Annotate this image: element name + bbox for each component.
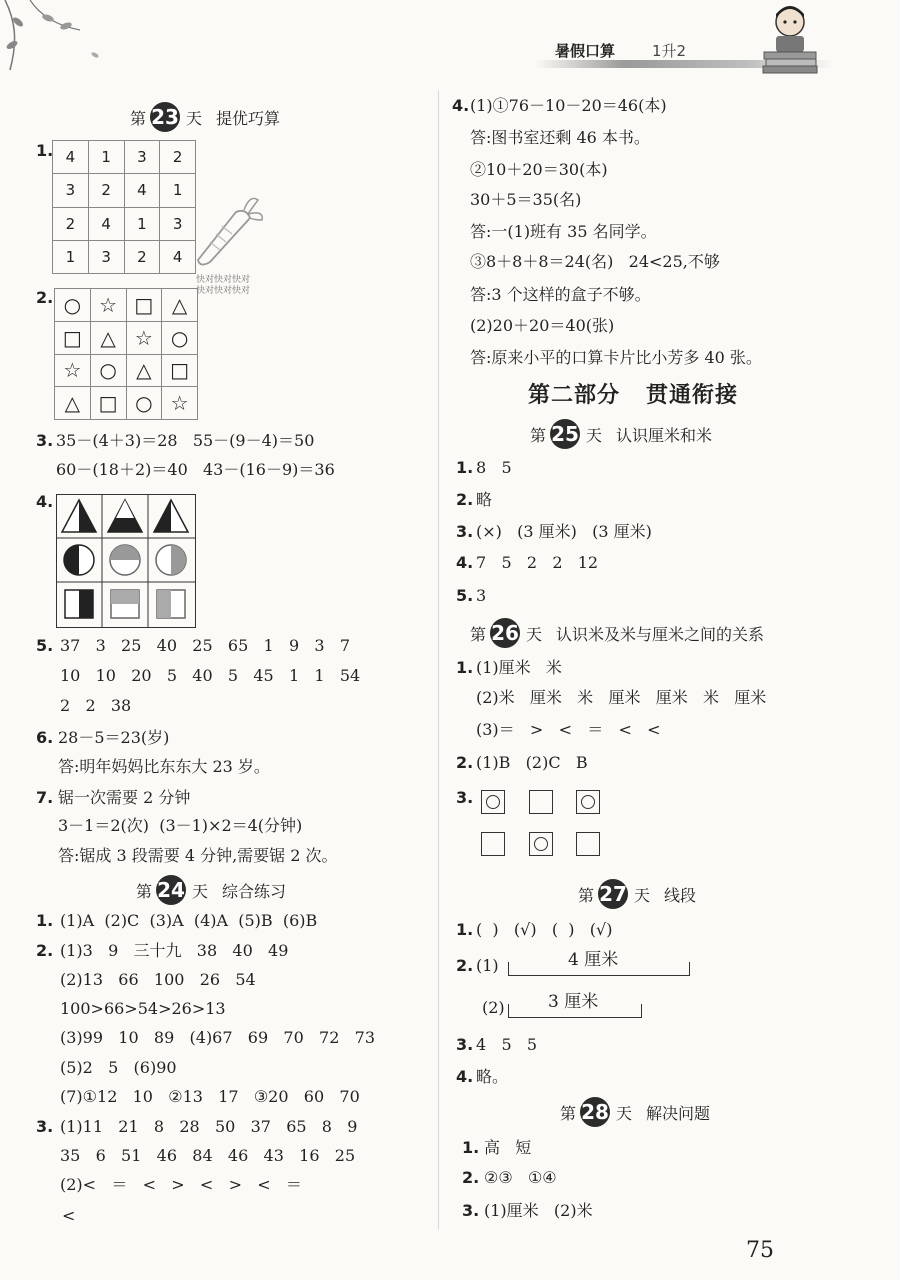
d28-label: 3. [462,1201,480,1220]
d28-label: 1. [462,1138,480,1157]
r-q4-line: 30＋5＝35(名) [470,190,582,209]
d23-q3-label: 3. [36,431,54,450]
carrot-icon [188,190,268,270]
shape-cell: △ [90,321,126,354]
grid-cell: 2 [160,141,196,174]
r-q4-line: (1)①76－10－20＝46(本) [470,96,667,115]
shape-grid [54,288,198,420]
day24-title: 综合练习 [222,881,287,901]
d24-q3-line: 35 6 51 46 84 46 43 16 25 [60,1146,356,1165]
day23-title: 提优巧算 [216,108,281,128]
shape-cell: ☆ [126,321,162,354]
d26-q2-line: (1)B (2)C B [476,753,588,772]
shape-cell: △ [55,387,91,420]
day27-suffix: 天 [634,885,651,905]
d23-q7-line: 锯一次需要 2 分钟 [58,788,191,807]
day25-badge: 25 [550,419,580,449]
d25-label: 1. [456,458,474,477]
carrot-caption-line: 快对快对快对 [196,286,251,296]
d26-q3-label: 3. [456,788,474,807]
d27-q1-line: ( ) (√) ( ) (√) [476,920,613,939]
inner-circle [486,795,500,809]
d23-q2-label: 2. [36,288,54,307]
d27-q2-label: 2. [456,956,474,975]
d26-q1-line: (2)米 厘米 米 厘米 厘米 米 厘米 [476,688,767,707]
shape-cell: □ [90,387,126,420]
day23-badge: 23 [150,102,180,132]
grid-row [53,207,196,240]
branch-decoration [0,0,110,80]
d23-q7-line: 答:锯成 3 段需要 4 分钟,需要锯 2 次。 [58,846,338,865]
day26-suffix: 天 [526,624,543,644]
grid-cell: 3 [124,141,160,174]
day24-heading [136,875,286,905]
grid-cell: 3 [88,240,124,273]
r-q4-line: 答:3 个这样的盒子不够。 [470,285,651,304]
shape-cell: ○ [55,289,91,322]
day28-prefix: 第 [560,1103,577,1123]
empty-square [576,832,600,856]
segment2-label: 3 厘米 [548,992,599,1012]
d24-q2-line: 100>66>54>26>13 [60,999,226,1018]
d26-q1-line: (3)＝ > < ＝ < < [476,720,661,739]
day24-badge: 24 [156,875,186,905]
day25-title: 认识厘米和米 [616,425,713,445]
d24-q2-line: (2)13 66 100 26 54 [60,970,256,989]
day24-prefix: 第 [136,881,153,901]
shape-cell: ☆ [162,387,198,420]
d23-q4-label: 4. [36,492,54,511]
d27-q4-line: 略。 [476,1067,509,1086]
day27-prefix: 第 [578,885,595,905]
r-q4-line: 答:一(1)班有 35 名同学。 [470,222,657,241]
grid-cell: 1 [160,174,196,207]
d25-label: 2. [456,490,474,509]
d25-label: 3. [456,522,474,541]
d26-q1-label: 1. [456,658,474,677]
empty-square [481,832,505,856]
day23-prefix: 第 [130,108,147,128]
square-with-circle [576,790,600,814]
d23-q5-line: 2 2 38 [60,696,132,715]
r-q4-label: 4. [452,96,470,115]
day28-suffix: 天 [616,1103,633,1123]
d23-q1-label: 1. [36,141,54,160]
d25-text: (×) (3 厘米) (3 厘米) [476,522,652,541]
r-q4-line: ②10＋20＝30(本) [470,160,608,179]
grid-cell: 3 [160,207,196,240]
day23-heading [130,102,280,132]
grid-cell: 2 [88,174,124,207]
grid-row [55,289,198,322]
d24-q3-line: < [62,1206,76,1225]
square-with-circle [529,832,553,856]
segment1-prefix: (1) [476,956,499,975]
day26-title: 认识米及米与厘米之间的关系 [556,624,765,644]
d24-q1-label: 1. [36,911,54,930]
number-grid [52,140,196,274]
d27-q3-label: 3. [456,1035,474,1054]
d24-q2-line: (3)99 10 89 (4)67 69 70 72 73 [60,1028,376,1047]
shape-cell: △ [126,354,162,387]
day26-badge: 26 [490,618,520,648]
r-q4-line: (2)20＋20＝40(张) [470,316,615,335]
d25-label: 5. [456,586,474,605]
column-divider [438,90,439,1230]
d23-q3-line: 60－(18＋2)＝40 43－(16－9)＝36 [56,460,335,479]
r-q4-line: 答:图书室还剩 46 本书。 [470,128,650,147]
d27-q3-line: 4 5 5 [476,1035,538,1054]
d24-q2-line: (1)3 9 三十九 38 40 49 [60,941,289,960]
shape-cell: ○ [90,354,126,387]
day28-heading [560,1097,710,1127]
d26-q1-line: (1)厘米 米 [476,658,562,677]
grid-cell: 4 [124,174,160,207]
day27-badge: 27 [598,879,628,909]
segment1-label: 4 厘米 [568,950,619,970]
square-with-circle [481,790,505,814]
day28-badge: 28 [580,1097,610,1127]
grid-cell: 3 [53,174,89,207]
d24-q3-line: (1)11 21 8 28 50 37 65 8 9 [60,1117,358,1136]
day24-suffix: 天 [192,881,209,901]
d24-q3-line: (2)< ＝ < > < > < ＝ [60,1175,302,1194]
day28-title: 解决问题 [646,1103,711,1123]
page-number: 75 [746,1238,774,1263]
day25-suffix: 天 [586,425,603,445]
d27-q1-label: 1. [456,920,474,939]
shape-cell: □ [126,289,162,322]
d25-text: 7 5 2 2 12 [476,553,599,572]
d23-q5-line: 10 10 20 5 40 5 45 1 1 54 [60,666,361,685]
shape-cell: ☆ [90,289,126,322]
d23-q7-line: 3－1＝2(次) (3－1)×2＝4(分钟) [58,816,303,835]
empty-square [529,790,553,814]
segment2-prefix: (2) [482,998,505,1017]
day26-heading [470,618,764,648]
grid-cell: 1 [88,141,124,174]
d26-q2-label: 2. [456,753,474,772]
d23-q6-label: 6. [36,728,54,747]
carrot-caption-line: 快对快对快对 [196,275,251,285]
shape-cell: □ [162,354,198,387]
day26-prefix: 第 [470,624,487,644]
grid-row [53,141,196,174]
grid-cell: 1 [124,207,160,240]
grid-row [53,240,196,273]
part2-title: 第二部分 贯通衔接 [528,382,738,408]
grid-cell: 4 [160,240,196,273]
shape-cell: ○ [162,321,198,354]
carrot-caption [196,275,250,297]
d25-text: 8 5 [476,458,512,477]
header-title: 暑假口算 [555,42,616,60]
grid-row [55,387,198,420]
d23-q6-line: 答:明年妈妈比东东大 23 岁。 [58,757,270,776]
d23-q5-label: 5. [36,636,54,655]
d24-q2-line: (5)2 5 (6)90 [60,1058,177,1077]
shape-cell: △ [162,289,198,322]
r-q4-line: ③8＋8＋8＝24(名) 24<25,不够 [470,252,720,271]
grid-cell: 1 [53,240,89,273]
d28-label: 2. [462,1168,480,1187]
reading-boy-illustration [760,0,820,80]
d28-text: 高 短 [484,1138,532,1157]
day27-title: 线段 [664,885,697,905]
grid-row [55,321,198,354]
day27-heading [578,879,696,909]
grid-cell: 4 [53,141,89,174]
d24-q1-line: (1)A (2)C (3)A (4)A (5)B (6)B [60,911,318,930]
d24-q2-label: 2. [36,941,54,960]
d24-q3-label: 3. [36,1117,54,1136]
inner-circle [581,795,595,809]
shape-fill-grid [56,494,196,628]
grid-cell: 2 [124,240,160,273]
grid-cell: 4 [88,207,124,240]
d25-text: 略 [476,490,493,509]
shape-cell: ○ [126,387,162,420]
d28-text: (1)厘米 (2)米 [484,1201,593,1220]
inner-circle [534,837,548,851]
grid-row [55,354,198,387]
header-grade: 1升2 [652,42,687,60]
d28-text: ②③ ①④ [484,1168,557,1187]
d25-text: 3 [476,586,487,605]
d24-q2-line: (7)①12 10 ②13 17 ③20 60 70 [60,1087,360,1106]
d23-q6-line: 28－5＝23(岁) [58,728,170,747]
day25-prefix: 第 [530,425,547,445]
day23-suffix: 天 [186,108,203,128]
shape-cell: □ [55,321,91,354]
d27-q4-label: 4. [456,1067,474,1086]
d23-q5-line: 37 3 25 40 25 65 1 9 3 7 [60,636,351,655]
d23-q3-line: 35－(4＋3)＝28 55－(9－4)＝50 [56,431,315,450]
day25-heading [530,419,712,449]
d23-q7-label: 7. [36,788,54,807]
r-q4-line: 答:原来小平的口算卡片比小芳多 40 张。 [470,348,762,367]
d25-label: 4. [456,553,474,572]
shape-cell: ☆ [55,354,91,387]
grid-cell: 2 [53,207,89,240]
grid-row [53,174,196,207]
